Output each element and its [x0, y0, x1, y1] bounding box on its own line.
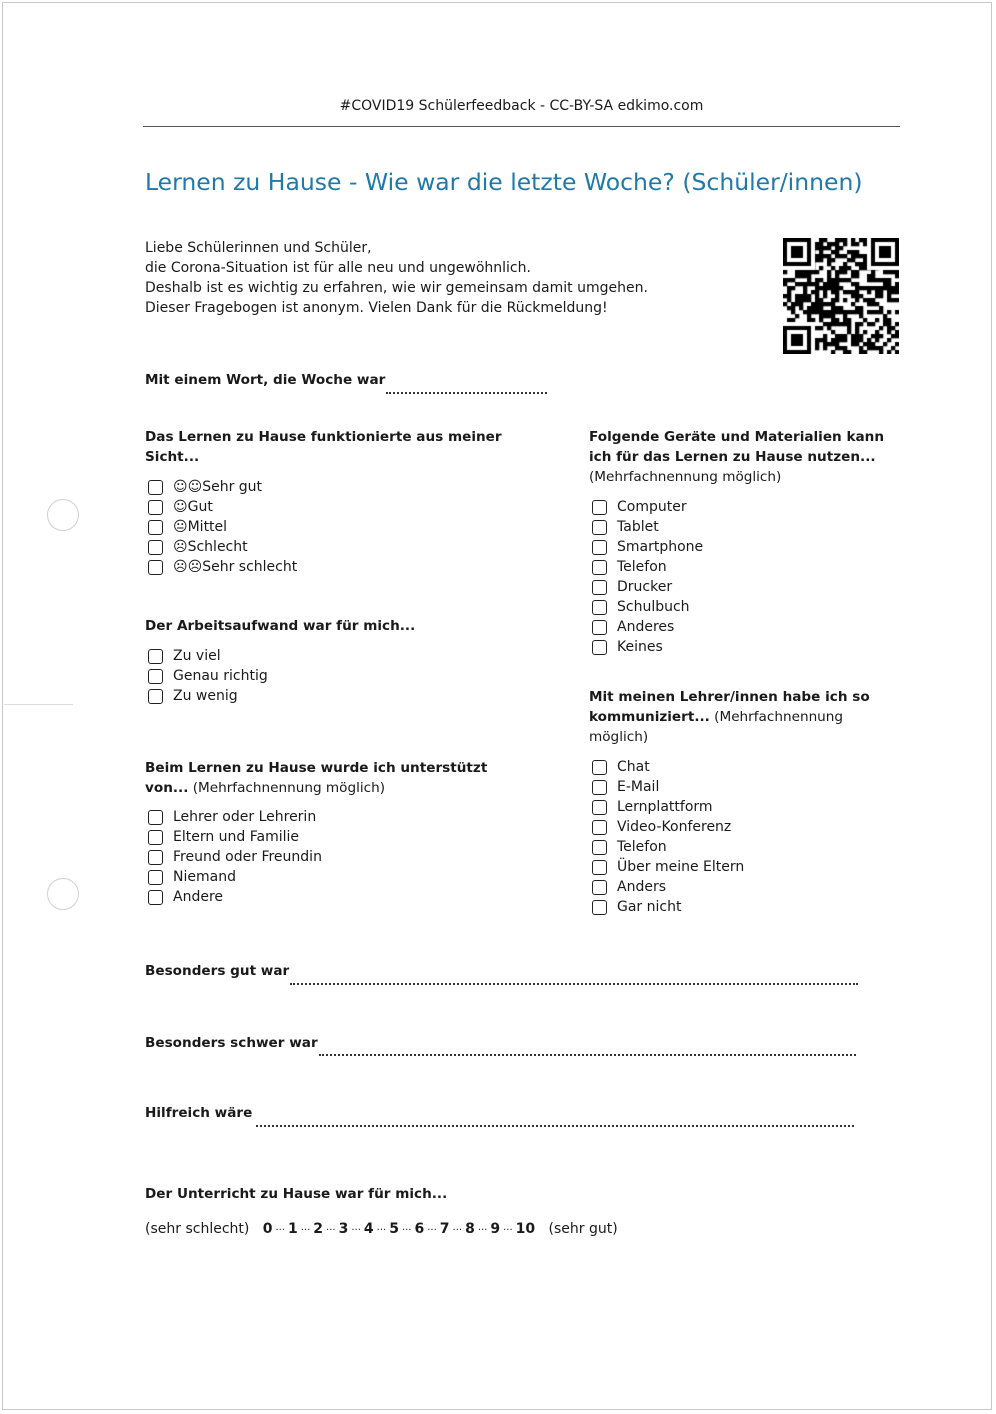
- question-note: möglich): [589, 729, 649, 745]
- intro-line: die Corona-Situation ist für alle neu und ungewöhnlich.: [145, 260, 531, 276]
- checkbox[interactable]: [148, 649, 163, 664]
- header-rule: [143, 126, 900, 127]
- scale-separator: ···: [351, 1225, 361, 1236]
- checkbox[interactable]: [148, 669, 163, 684]
- option-label: Freund oder Freundin: [173, 849, 322, 865]
- scale-high-label: (sehr gut): [548, 1221, 618, 1237]
- option-item[interactable]: [589, 877, 744, 897]
- scale-value[interactable]: 5: [389, 1221, 399, 1237]
- option-label: Zu viel: [173, 648, 221, 664]
- scale-value[interactable]: 10: [515, 1221, 536, 1237]
- option-item[interactable]: [589, 537, 703, 557]
- option-item[interactable]: [589, 817, 744, 837]
- option-item[interactable]: [589, 577, 703, 597]
- checkbox[interactable]: [148, 850, 163, 865]
- scale-low-label: (sehr schlecht): [145, 1221, 250, 1237]
- one-word-label: Mit einem Wort, die Woche war: [145, 372, 386, 388]
- scale-separator: ···: [452, 1225, 463, 1236]
- question-note: (Mehrfachnennung möglich): [188, 780, 386, 796]
- checkbox[interactable]: [148, 890, 163, 905]
- page-header: #COVID19 Schülerfeedback - CC-BY-SA edkimo.com: [339, 98, 704, 114]
- option-label: Drucker: [617, 579, 673, 595]
- option-item[interactable]: [589, 777, 744, 797]
- option-label: Lehrer oder Lehrerin: [173, 809, 317, 825]
- question-line: Sicht...: [145, 449, 200, 465]
- checkbox[interactable]: [592, 840, 607, 855]
- one-word-input[interactable]: [386, 392, 547, 394]
- question-learning-at-home: [145, 427, 502, 467]
- option-item[interactable]: [589, 797, 744, 817]
- option-item[interactable]: [145, 827, 322, 847]
- option-label: Video-Konferenz: [617, 819, 732, 835]
- question-line: kommuniziert...: [589, 709, 710, 725]
- intro-text: [145, 238, 648, 318]
- scale-value[interactable]: 6: [414, 1221, 425, 1237]
- option-label: Zu wenig: [173, 688, 238, 704]
- page-title: Lernen zu Hause - Wie war die letzte Woche? (Schüler/innen): [145, 168, 863, 196]
- checkbox[interactable]: [148, 480, 163, 495]
- option-label: ☺☺Sehr gut: [173, 479, 263, 495]
- scale-separator: ···: [275, 1225, 285, 1236]
- punch-hole: [47, 499, 79, 531]
- checkbox[interactable]: [592, 820, 607, 835]
- option-item[interactable]: [589, 517, 703, 537]
- rating-scale: [145, 1219, 618, 1241]
- scale-value[interactable]: 2: [313, 1221, 324, 1237]
- punch-hole: [47, 878, 79, 910]
- hard-input[interactable]: [319, 1054, 856, 1056]
- intro-line: Liebe Schülerinnen und Schüler,: [145, 240, 372, 256]
- option-item[interactable]: [145, 537, 297, 557]
- option-item[interactable]: [589, 837, 744, 857]
- option-label: 😐Mittel: [173, 519, 228, 535]
- checkbox[interactable]: [148, 870, 163, 885]
- checkbox[interactable]: [592, 800, 607, 815]
- option-label: Anderes: [617, 619, 675, 635]
- option-label: Tablet: [617, 519, 659, 535]
- rating-question: Der Unterricht zu Hause war für mich...: [145, 1186, 448, 1202]
- hard-label: Besonders schwer war: [145, 1035, 318, 1051]
- option-item[interactable]: [589, 557, 703, 577]
- question-support: [145, 758, 487, 798]
- option-label: Gar nicht: [617, 899, 682, 915]
- checkbox[interactable]: [592, 760, 607, 775]
- question-devices: [589, 427, 884, 487]
- option-item[interactable]: [145, 666, 268, 686]
- good-label: Besonders gut war: [145, 963, 290, 979]
- checkbox[interactable]: [592, 900, 607, 915]
- options-learning: [145, 477, 297, 577]
- options-devices: [589, 497, 703, 657]
- option-label: Telefon: [617, 839, 667, 855]
- checkbox[interactable]: [592, 860, 607, 875]
- checkbox[interactable]: [592, 580, 607, 595]
- option-item[interactable]: [589, 857, 744, 877]
- scale-value[interactable]: 0: [262, 1221, 273, 1237]
- question-line: ich für das Lernen zu Hause nutzen...: [589, 449, 876, 465]
- option-label: Smartphone: [617, 539, 704, 555]
- option-label: Anders: [617, 879, 666, 895]
- qr-code: [783, 238, 899, 354]
- option-item[interactable]: [145, 497, 297, 517]
- option-label: Lernplattform: [617, 799, 713, 815]
- question-communication: [589, 687, 870, 747]
- option-label: Keines: [617, 639, 663, 655]
- checkbox[interactable]: [592, 780, 607, 795]
- option-item[interactable]: [589, 637, 703, 657]
- scale-value[interactable]: 7: [439, 1221, 450, 1237]
- question-line: von...: [145, 780, 189, 796]
- options-support: [145, 807, 322, 907]
- option-label: Chat: [617, 759, 650, 775]
- good-input[interactable]: [290, 983, 858, 985]
- scale-value[interactable]: 4: [363, 1221, 374, 1237]
- checkbox[interactable]: [148, 500, 163, 515]
- option-item[interactable]: [589, 597, 703, 617]
- option-label: Computer: [617, 499, 687, 515]
- checkbox[interactable]: [148, 520, 163, 535]
- checkbox[interactable]: [592, 600, 607, 615]
- checkbox[interactable]: [592, 520, 607, 535]
- option-item[interactable]: [589, 897, 744, 917]
- checkbox[interactable]: [148, 810, 163, 825]
- question-workload: Der Arbeitsaufwand war für mich...: [145, 618, 416, 634]
- options-workload: [145, 646, 268, 706]
- question-line: Das Lernen zu Hause funktionierte aus meiner: [145, 429, 502, 445]
- fold-mark: [4, 704, 73, 705]
- question-line: Folgende Geräte und Materialien kann: [589, 429, 885, 445]
- scale-separator: ···: [477, 1225, 488, 1236]
- option-item[interactable]: [145, 847, 322, 867]
- checkbox[interactable]: [592, 880, 607, 895]
- question-note: (Mehrfachnennung: [709, 709, 844, 725]
- scale-value[interactable]: 8: [465, 1221, 475, 1237]
- scale-separator: ···: [401, 1225, 412, 1236]
- question-line: Mit meinen Lehrer/innen habe ich so: [589, 689, 870, 705]
- options-communication: [589, 757, 744, 917]
- option-label: ☺Gut: [173, 499, 213, 515]
- option-item[interactable]: [589, 497, 703, 517]
- scale-value[interactable]: 3: [338, 1221, 349, 1237]
- option-item[interactable]: [145, 517, 297, 537]
- option-label: Andere: [173, 889, 224, 905]
- option-label: Eltern und Familie: [173, 829, 300, 845]
- option-item[interactable]: [145, 807, 322, 827]
- option-item[interactable]: [589, 757, 744, 777]
- checkbox[interactable]: [592, 620, 607, 635]
- scale-value[interactable]: 9: [490, 1221, 501, 1237]
- question-line: Beim Lernen zu Hause wurde ich unterstützt: [145, 760, 488, 776]
- option-item[interactable]: [145, 867, 322, 887]
- checkbox[interactable]: [148, 689, 163, 704]
- helpful-label: Hilfreich wäre: [145, 1105, 253, 1121]
- scale-separator: ···: [503, 1225, 513, 1236]
- checkbox[interactable]: [592, 560, 607, 575]
- intro-line: Dieser Fragebogen ist anonym. Vielen Dank für die Rückmeldung!: [145, 300, 608, 316]
- checkbox[interactable]: [592, 540, 607, 555]
- option-item[interactable]: [145, 557, 297, 577]
- option-item[interactable]: [145, 477, 297, 497]
- checkbox[interactable]: [592, 640, 607, 655]
- option-label: Telefon: [617, 559, 667, 575]
- option-label: Genau richtig: [173, 668, 268, 684]
- helpful-input[interactable]: [256, 1125, 854, 1127]
- scale-separator: ···: [427, 1225, 437, 1236]
- scale-separator: ···: [376, 1225, 387, 1236]
- scale-value[interactable]: 1: [288, 1221, 298, 1237]
- question-note: (Mehrfachnennung möglich): [589, 469, 782, 485]
- option-item[interactable]: [145, 686, 268, 706]
- option-item[interactable]: [589, 617, 703, 637]
- checkbox[interactable]: [148, 830, 163, 845]
- option-label: Über meine Eltern: [617, 859, 745, 875]
- checkbox[interactable]: [148, 540, 163, 555]
- option-label: E-Mail: [617, 779, 660, 795]
- option-label: ☹☹Sehr schlecht: [173, 559, 298, 575]
- option-label: Schulbuch: [617, 599, 690, 615]
- scale-separator: ···: [300, 1225, 311, 1236]
- option-item[interactable]: [145, 646, 268, 666]
- option-label: ☹Schlecht: [173, 539, 248, 555]
- scale-separator: ···: [326, 1225, 336, 1236]
- checkbox[interactable]: [592, 500, 607, 515]
- option-item[interactable]: [145, 887, 322, 907]
- checkbox[interactable]: [148, 560, 163, 575]
- option-label: Niemand: [173, 869, 236, 885]
- intro-line: Deshalb ist es wichtig zu erfahren, wie wir gemeinsam damit umgehen.: [145, 280, 648, 296]
